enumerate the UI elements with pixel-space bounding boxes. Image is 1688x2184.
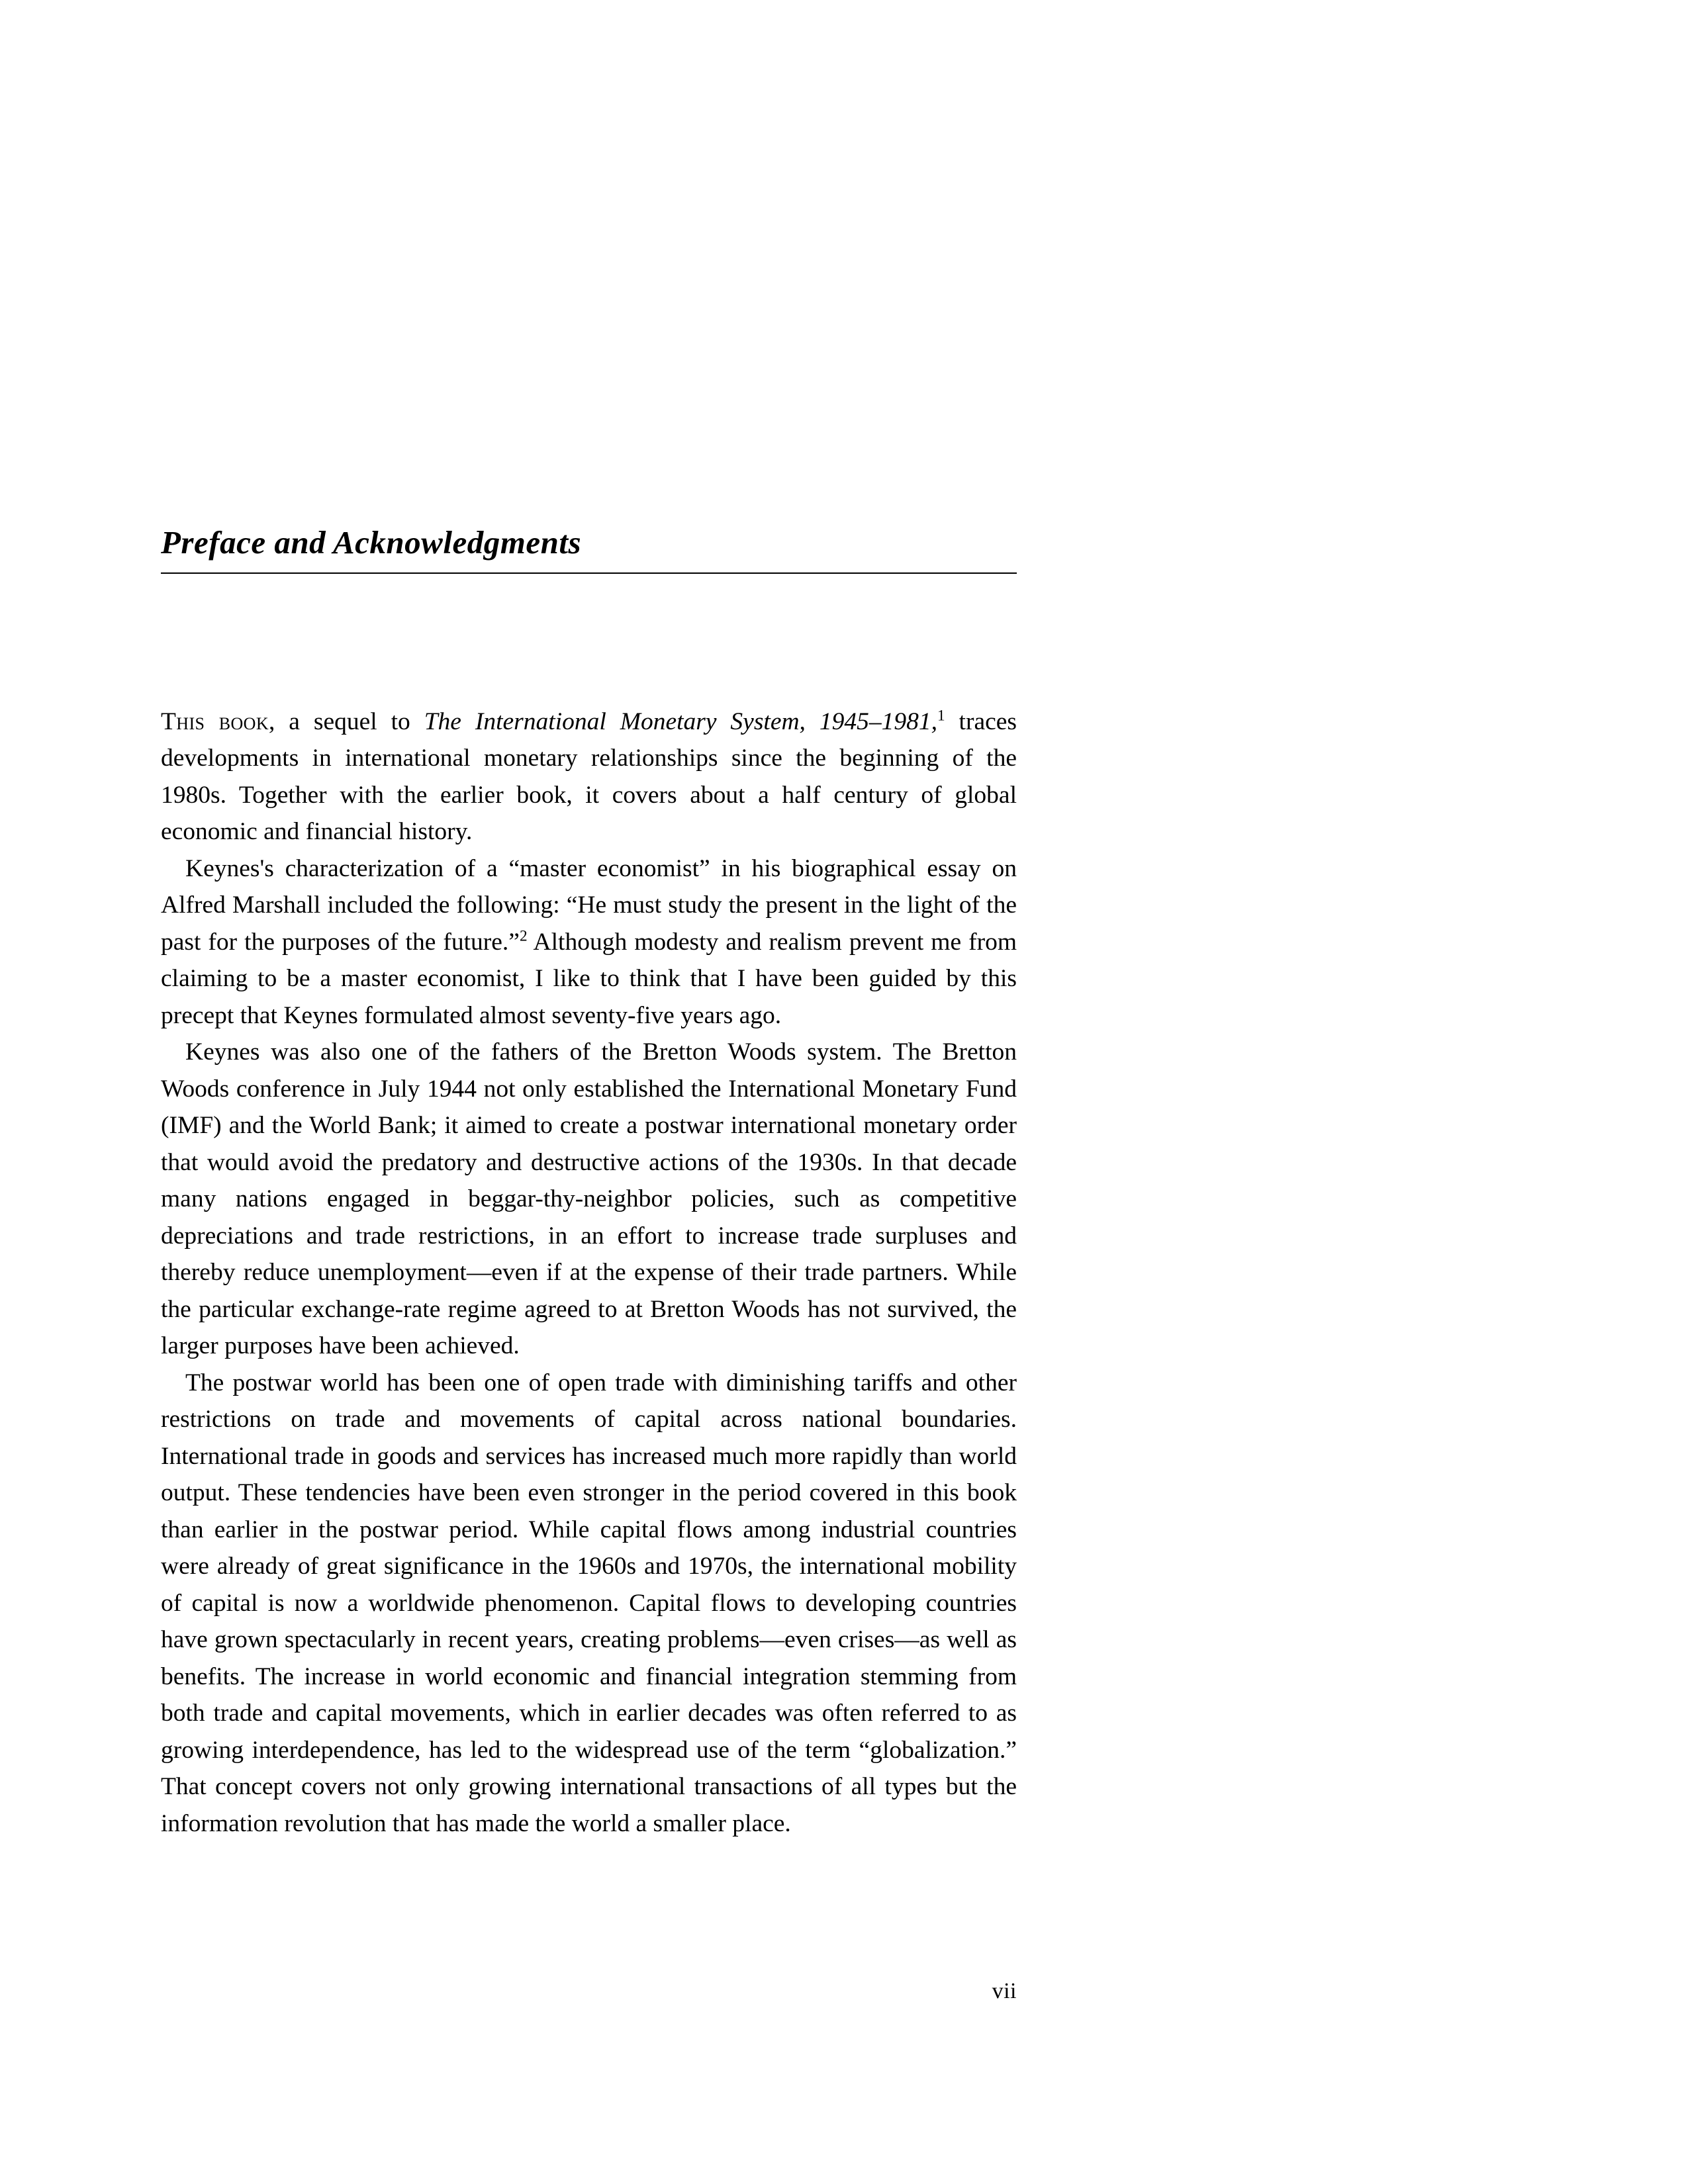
paragraph-2-part2: Although modesty and realism prevent me from claiming to be a master economist, I like to think that I have been guided by this precept that Keynes formulated almost seventy-five years ago.: [161, 928, 1017, 1029]
paragraph-1-before-italic: , a sequel to: [269, 707, 424, 735]
page-title: [161, 525, 1017, 574]
paragraph-4: The postwar world has been one of open trade with diminishing tariffs and other restrictions on trade and movements of capital across national boundaries. International trade in goods and services has increased much more rapidly than world output. These tendencies have been even stronger in the period covered in this book than earlier in the postwar period. While capital flows among industrial countries were already of great significance in the 1960s and 1970s, the international mobility of capital is now a worldwide phenomenon. Capital flows to developing countries have grown spectacularly in recent years, creating problems—even crises—as well as benefits. The increase in world economic and financial integration stemming from both trade and capital movements, which in earlier decades was often referred to as growing interdependence, has led to the widespread use of the term “globalization.” That concept covers not only growing international transactions of all types but the information revolution that has made the world a smaller place.: [161, 1369, 1017, 1837]
chapter-title-text: Preface and Acknowledgments: [161, 523, 582, 561]
body-text: [161, 704, 1017, 1843]
paragraph-1-rest: traces developments in international monetary relationships since the beginning of the 1980s. Together with the earlier book, it covers about a half century of global economic and financial history.: [161, 707, 1017, 846]
paragraph-3: Keynes was also one of the fathers of the Bretton Woods system. The Bretton Woods conference in July 1944 not only established the International Monetary Fund (IMF) and the World Bank; it aimed to create a postwar international monetary order that would avoid the predatory and destructive actions of the 1930s. In that decade many nations engaged in beggar-thy-neighbor policies, such as competitive depreciations and trade restrictions, in an effort to increase trade surpluses and thereby reduce unemployment—even if at the expense of their trade partners. While the particular exchange-rate regime agreed to at Bretton Woods has not survived, the larger purposes have been achieved.: [161, 1038, 1017, 1360]
paragraph-2-part1: Keynes's characterization of a “master economist” in his biographical essay on Alfred Marshall included the following: “He must study the present in the light of the past for the purposes of the future.”: [161, 854, 1017, 956]
page-content: [161, 503, 1017, 1842]
footnote-marker-2: 2: [519, 927, 528, 945]
paragraph-1: [161, 704, 1017, 850]
footnote-marker-1: 1: [937, 707, 945, 725]
paragraph-2: [161, 850, 1017, 1034]
page-number: vii: [992, 1979, 1017, 2003]
cited-book-title: The International Monetary System, 1945–1981,: [424, 707, 937, 735]
opening-smallcaps: This book: [161, 707, 269, 735]
